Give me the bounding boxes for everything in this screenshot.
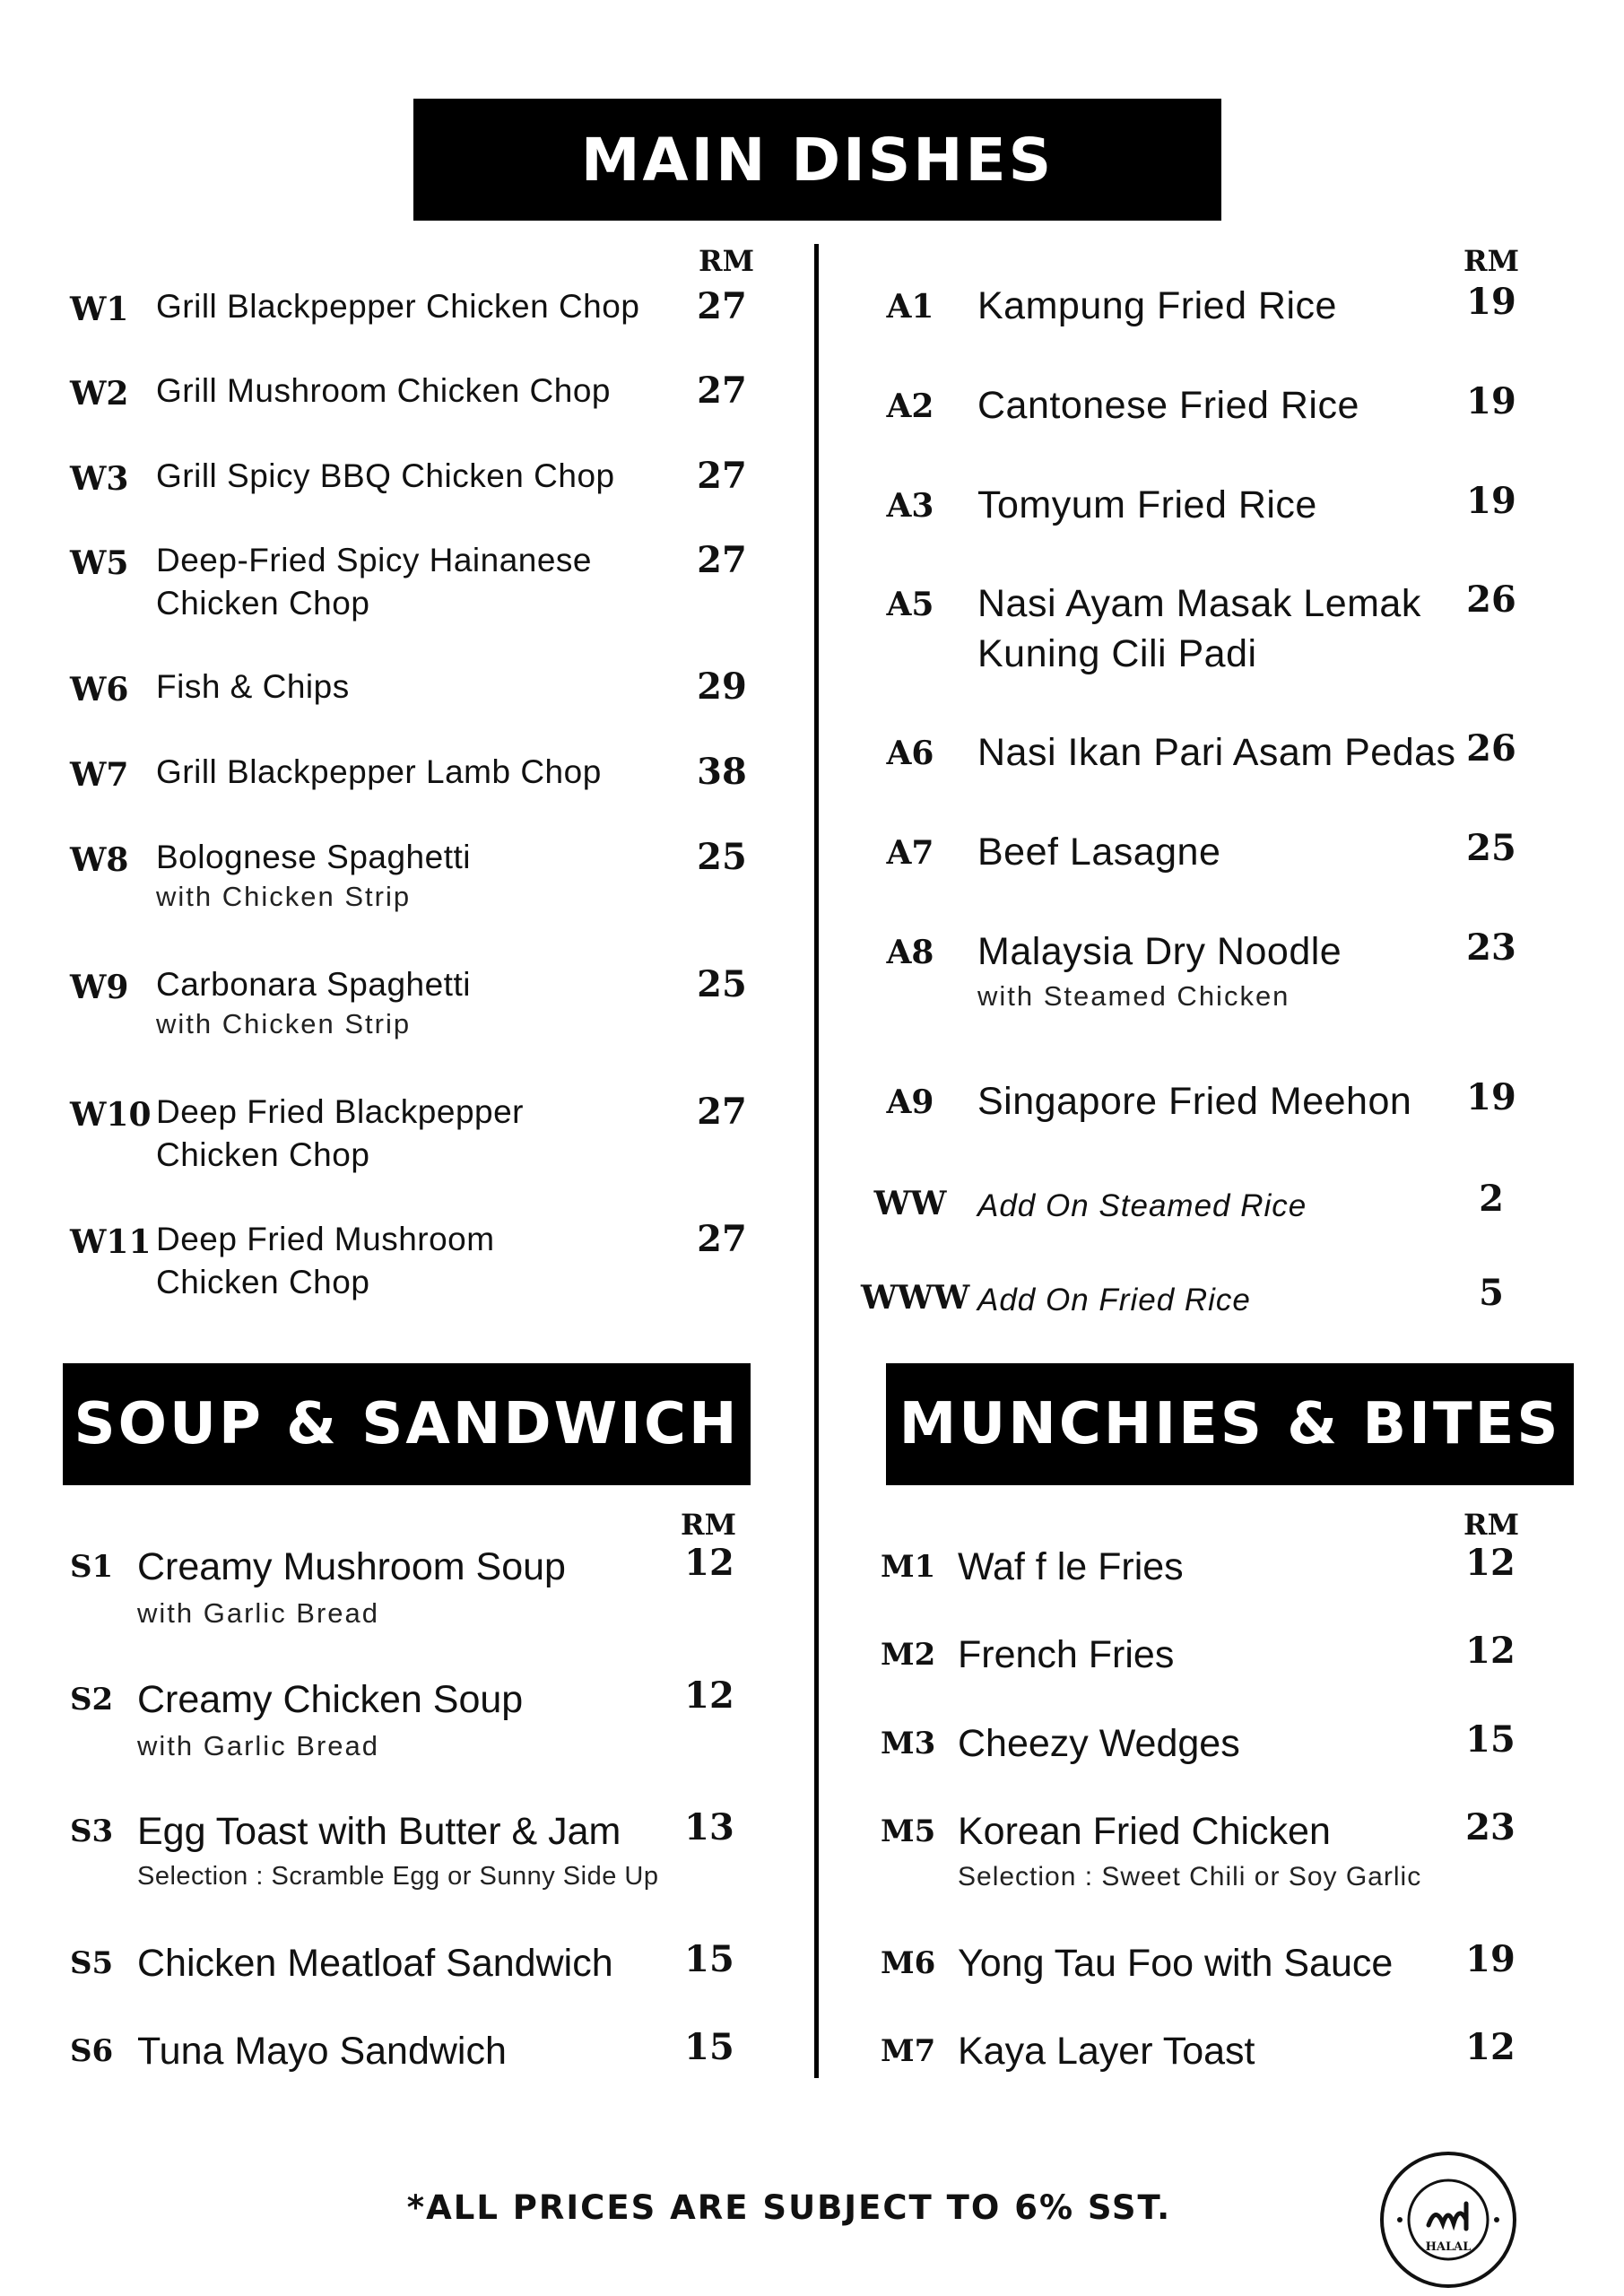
item-price: 19 <box>1465 1938 1515 1980</box>
item-price: 25 <box>1466 827 1516 869</box>
item-price: 27 <box>697 285 747 327</box>
item-name: Nasi Ayam Masak Lemak <box>977 582 1421 625</box>
item-price: 26 <box>1466 578 1516 621</box>
item-price: 19 <box>1466 1076 1516 1118</box>
item-price: 27 <box>697 370 747 412</box>
item-code: WWW <box>861 1279 970 1317</box>
item-name: Grill Mushroom Chicken Chop <box>156 372 612 409</box>
item-price: 25 <box>697 836 747 878</box>
item-code: A5 <box>886 586 934 623</box>
item-code: W8 <box>70 841 129 879</box>
item-price: 12 <box>1465 2026 1515 2068</box>
item-code: M5 <box>881 1813 936 1849</box>
item-name: Chicken Meatloaf Sandwich <box>137 1942 613 1985</box>
item-name: Beef Lasagne <box>977 831 1221 874</box>
item-name: Singapore Fried Meehon <box>977 1080 1412 1123</box>
item-price: 29 <box>697 665 747 708</box>
item-code: W5 <box>70 544 129 582</box>
item-name: Kampung Fried Rice <box>977 284 1337 327</box>
item-name: Yong Tau Foo with Sauce <box>958 1942 1394 1985</box>
item-price: 26 <box>1466 727 1516 770</box>
item-code: M6 <box>881 1945 936 1981</box>
item-subtitle: Selection : Scramble Egg or Sunny Side Up <box>137 1862 659 1891</box>
item-name: Tuna Mayo Sandwich <box>137 2030 507 2073</box>
item-code: S2 <box>70 1682 114 1718</box>
item-name: Cantonese Fried Rice <box>977 384 1359 427</box>
item-subtitle: with Garlic Bread <box>137 1730 380 1761</box>
munchies-bites-title: MUNCHIES & BITES <box>886 1363 1574 1485</box>
item-price: 5 <box>1479 1272 1504 1314</box>
item-subtitle: with Chicken Strip <box>156 881 412 912</box>
item-subtitle: with Steamed Chicken <box>977 980 1290 1012</box>
item-code: M3 <box>881 1726 936 1761</box>
item-name: Kaya Layer Toast <box>958 2030 1255 2073</box>
item-name: Egg Toast with Butter & Jam <box>137 1810 621 1853</box>
item-code: W11 <box>70 1223 152 1261</box>
item-name: Grill Blackpepper Lamb Chop <box>156 753 602 790</box>
item-name: Nasi Ikan Pari Asam Pedas <box>977 731 1456 774</box>
item-price: 15 <box>1465 1718 1515 1761</box>
item-price: 23 <box>1466 926 1516 969</box>
halal-seal-label: HALAL <box>1425 2240 1472 2254</box>
item-price: 12 <box>1465 1542 1515 1584</box>
item-name: French Fries <box>958 1633 1175 1676</box>
item-price: 19 <box>1466 480 1516 522</box>
item-code: W7 <box>70 756 129 794</box>
item-code: W3 <box>70 460 129 498</box>
item-code: W2 <box>70 375 129 413</box>
item-name-line2: Kuning Cili Padi <box>977 632 1257 675</box>
item-code: A6 <box>886 735 934 772</box>
item-price: 27 <box>697 455 747 497</box>
item-name: Grill Spicy BBQ Chicken Chop <box>156 457 615 494</box>
item-code: W10 <box>70 1096 152 1134</box>
currency-label: RM <box>680 1508 736 1542</box>
item-name: Cheezy Wedges <box>958 1722 1240 1765</box>
item-subtitle: with Garlic Bread <box>137 1597 380 1629</box>
item-price: 19 <box>1466 380 1516 422</box>
item-name-line2: Chicken Chop <box>156 1264 370 1300</box>
item-name: Add On Fried Rice <box>977 1283 1251 1318</box>
item-price: 27 <box>697 1218 747 1260</box>
item-code: S3 <box>70 1813 114 1849</box>
item-name: Waf f le Fries <box>958 1545 1184 1588</box>
item-code: A2 <box>886 387 934 425</box>
item-name: Deep Fried Blackpepper <box>156 1093 524 1130</box>
item-name: Creamy Mushroom Soup <box>137 1545 566 1588</box>
item-price: 12 <box>684 1674 734 1717</box>
item-name: Creamy Chicken Soup <box>137 1678 524 1721</box>
item-code: A7 <box>886 834 934 872</box>
item-subtitle: Selection : Sweet Chili or Soy Garlic <box>958 1862 1422 1892</box>
item-name: Carbonara Spaghetti <box>156 966 471 1003</box>
item-name-line2: Chicken Chop <box>156 1136 370 1173</box>
item-price: 2 <box>1479 1178 1504 1220</box>
item-name: Fish & Chips <box>156 668 350 705</box>
main-dishes-title: MAIN DISHES <box>413 99 1221 221</box>
soup-sandwich-title: SOUP & SANDWICH <box>63 1363 751 1485</box>
item-price: 12 <box>1465 1630 1515 1672</box>
item-code: A3 <box>886 487 934 525</box>
item-name: Bolognese Spaghetti <box>156 839 471 875</box>
item-code: M7 <box>881 2033 936 2069</box>
currency-label: RM <box>1463 244 1519 278</box>
item-price: 12 <box>684 1542 734 1584</box>
item-code: M2 <box>881 1637 936 1673</box>
item-code: W6 <box>70 671 129 709</box>
item-price: 13 <box>684 1806 734 1848</box>
item-code: A1 <box>886 288 934 326</box>
item-price: 19 <box>1466 281 1516 323</box>
item-code: S6 <box>70 2033 114 2069</box>
item-price: 27 <box>697 539 747 581</box>
item-price: 23 <box>1465 1806 1515 1848</box>
item-code: A8 <box>886 934 934 971</box>
item-subtitle: with Chicken Strip <box>156 1008 412 1039</box>
item-code: W1 <box>70 291 129 328</box>
item-name: Deep Fried Mushroom <box>156 1221 495 1257</box>
currency-label: RM <box>1463 1508 1519 1542</box>
item-name: Add On Steamed Rice <box>977 1188 1307 1223</box>
item-price: 25 <box>697 963 747 1005</box>
item-code: WW <box>873 1185 947 1222</box>
column-divider <box>814 244 819 2078</box>
item-name: Grill Blackpepper Chicken Chop <box>156 288 640 325</box>
item-name: Korean Fried Chicken <box>958 1810 1331 1853</box>
item-code: M1 <box>881 1549 936 1585</box>
item-code: S1 <box>70 1549 114 1585</box>
sst-note: *ALL PRICES ARE SUBJECT TO 6% SST. <box>406 2188 1172 2227</box>
item-price: 38 <box>697 751 747 793</box>
item-price: 15 <box>684 1938 734 1980</box>
halal-seal-icon <box>1376 2148 1520 2292</box>
item-code: S5 <box>70 1945 114 1981</box>
item-price: 27 <box>697 1091 747 1133</box>
item-name: Malaysia Dry Noodle <box>977 930 1342 973</box>
item-code: W9 <box>70 969 129 1006</box>
currency-label: RM <box>698 244 754 278</box>
item-code: A9 <box>886 1083 934 1121</box>
item-name-line2: Chicken Chop <box>156 585 370 622</box>
item-name: Deep-Fried Spicy Hainanese <box>156 542 593 578</box>
item-price: 15 <box>684 2026 734 2068</box>
item-name: Tomyum Fried Rice <box>977 483 1317 526</box>
